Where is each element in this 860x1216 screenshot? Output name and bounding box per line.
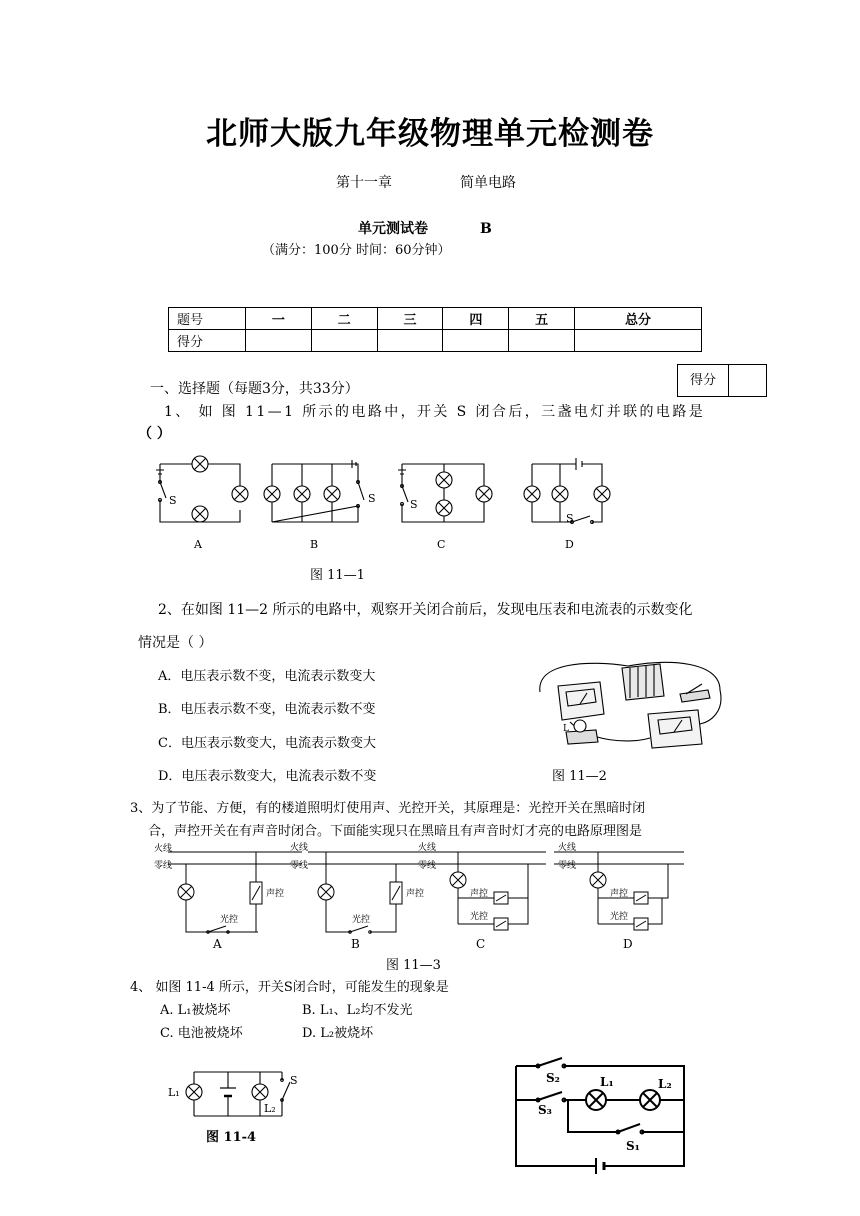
live-wire-label: 火线 — [558, 843, 577, 853]
circuit-c — [398, 464, 492, 522]
light-switch-label: 光控 — [610, 912, 629, 922]
score-header-row — [169, 308, 702, 330]
s3-label: S₃ — [538, 1103, 552, 1117]
score-cell[interactable] — [509, 330, 575, 352]
option-label: D — [623, 937, 633, 951]
q1-answer-blank: （ ） — [138, 426, 171, 442]
q2-text-line2: 情况是（ ） — [138, 635, 213, 651]
q4-text: 4、 如图 11-4 所示，开关S闭合时，可能发生的现象是 — [130, 980, 449, 995]
switch-label: S — [410, 498, 418, 511]
option-label: A — [194, 538, 202, 551]
option-label: B — [310, 538, 319, 551]
section1-heading: 一、选择题（每题3分，共33分） — [150, 381, 359, 397]
s2-label: S₂ — [546, 1071, 560, 1085]
figure-11-1 — [140, 452, 640, 552]
neutral-wire-label: 零线 — [290, 861, 309, 871]
neutral-wire-label: 零线 — [418, 861, 437, 871]
switch-label: S — [290, 1074, 298, 1087]
figure-11-4 — [164, 1064, 314, 1124]
page-title: 北师大版九年级物理单元检测卷 — [206, 116, 654, 152]
q4-option-b: B. L₁、L₂均不发光 — [302, 1003, 413, 1018]
figure-11-4-caption: 图 11-4 — [206, 1130, 257, 1145]
q2-text-line1: 2、在如图 11—2 所示的电路中，观察开关闭合前后，发现电压表和电流表的示数变化 — [158, 602, 693, 618]
option-label: C — [437, 538, 446, 551]
score-col: 总分 — [575, 308, 702, 330]
score-col: 一 — [246, 308, 312, 330]
q2-option-d: D．电压表示数变大，电流表示数不变 — [158, 769, 377, 784]
chapter-name: 简单电路 — [460, 175, 516, 191]
switch-label: S — [566, 512, 574, 525]
switch-label: S — [169, 494, 177, 507]
section-score-label: 得分 — [678, 365, 729, 396]
score-table — [168, 307, 702, 352]
score-cell[interactable] — [575, 330, 702, 352]
q4-option-c: C. 电池被烧坏 — [160, 1026, 243, 1041]
figure-11-2-apparatus — [530, 652, 730, 756]
light-switch-label: 光控 — [220, 915, 239, 925]
q4-option-a: A. L₁被烧坏 — [160, 1003, 231, 1018]
neutral-wire-label: 零线 — [558, 861, 577, 871]
light-switch-label: 光控 — [352, 915, 371, 925]
score-cell[interactable] — [246, 330, 312, 352]
paper-version: B — [480, 221, 492, 237]
score-value-row — [169, 330, 702, 352]
q2-option-b: B．电压表示数不变，电流表示数不变 — [158, 702, 376, 717]
score-col: 三 — [377, 308, 443, 330]
paper-name: 单元测试卷 — [358, 221, 428, 237]
live-wire-label: 火线 — [418, 843, 437, 853]
sound-switch-label: 声控 — [406, 889, 425, 899]
neutral-wire-label: 零线 — [154, 861, 173, 871]
s1-label: S₁ — [626, 1139, 640, 1153]
option-label: A — [213, 937, 222, 951]
l1-label: L₁ — [168, 1086, 180, 1099]
q3-text-line1: 3、为了节能、方便，有的楼道照明灯使用声、光控开关，其原理是：光控开关在黑暗时闭 — [130, 801, 646, 816]
figure-5-circuit — [508, 1058, 694, 1174]
option-label: B — [351, 937, 360, 951]
circuit-a — [156, 456, 248, 522]
live-wire-label: 火线 — [290, 843, 309, 853]
l2-label: L₂ — [658, 1077, 672, 1091]
sound-switch-label: 声控 — [470, 889, 489, 899]
score-col: 二 — [311, 308, 377, 330]
q3-text-line2: 合，声控开关在有声音时闭合。下面能实现只在黑暗且有声音时灯才亮的电路原理图是 — [148, 824, 643, 839]
option-label: C — [476, 937, 486, 951]
figure-11-2-caption: 图 11—2 — [552, 769, 607, 784]
q2-option-c: C．电压表示数变大，电流表示数变大 — [158, 736, 376, 751]
figure-11-3 — [154, 840, 688, 956]
q1-text: 1、 如 图 11—1 所示的电路中，开关 S 闭合后，三盏电灯并联的电路是 — [164, 404, 706, 420]
live-wire-label: 火线 — [154, 844, 173, 854]
score-col: 五 — [509, 308, 575, 330]
chapter-number: 第十一章 — [336, 175, 392, 191]
switch-label: S — [368, 492, 376, 505]
circuit-b — [264, 460, 364, 522]
score-cell[interactable] — [311, 330, 377, 352]
score-col: 四 — [443, 308, 509, 330]
section-score-box — [677, 364, 767, 397]
l1-label: L₁ — [600, 1075, 614, 1089]
figure-11-1-caption: 图 11—1 — [310, 568, 365, 583]
score-row-label: 得分 — [169, 330, 246, 352]
q2-option-a: A．电压表示数不变，电流表示数变大 — [158, 669, 376, 684]
exam-info: （满分：100分 时间：60分钟） — [262, 243, 451, 258]
sound-switch-label: 声控 — [610, 889, 629, 899]
svg-text:L: L — [563, 724, 569, 734]
q4-option-d: D. L₂被烧坏 — [302, 1026, 374, 1041]
sound-switch-label: 声控 — [266, 889, 285, 899]
score-cell[interactable] — [443, 330, 509, 352]
score-header-label: 题号 — [169, 308, 246, 330]
score-cell[interactable] — [377, 330, 443, 352]
option-label: D — [565, 538, 574, 551]
l2-label: L₂ — [264, 1102, 276, 1115]
light-switch-label: 光控 — [470, 912, 489, 922]
figure-11-3-caption: 图 11—3 — [386, 958, 441, 973]
